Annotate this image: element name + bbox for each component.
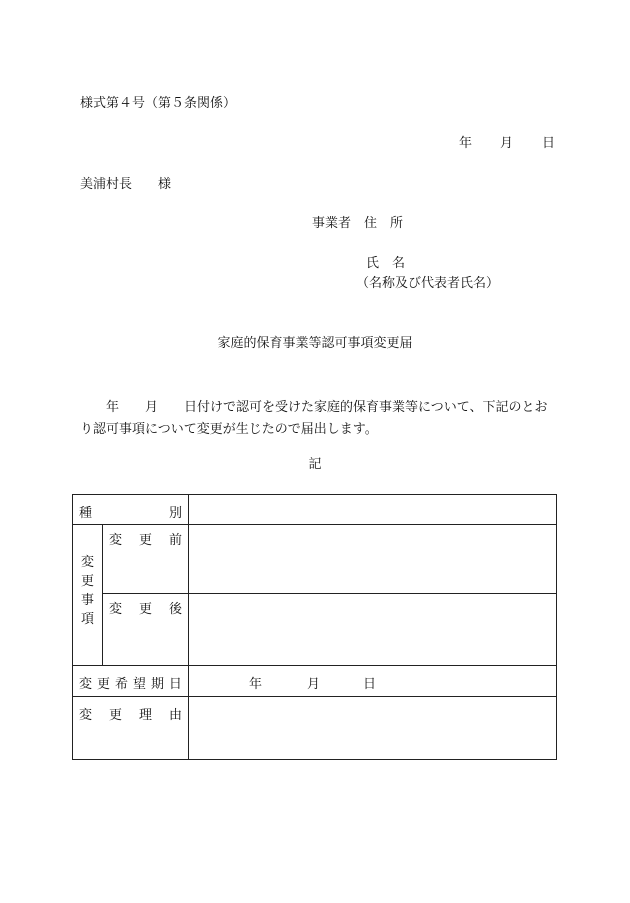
change-items-char: 事: [80, 593, 94, 608]
reason-char: 由: [168, 708, 182, 723]
applicant-name-note: （名称及び代表者氏名）: [356, 276, 500, 291]
row-before: [73, 525, 557, 594]
document-title: 家庭的保育事業等認可事項変更届: [217, 336, 413, 351]
reason-char: 理: [138, 708, 152, 723]
before-label: [109, 529, 182, 548]
after-label: [109, 598, 182, 617]
row-kind: [73, 495, 557, 525]
kind-label-2: 別: [168, 506, 182, 521]
desired-date-char: 変: [79, 677, 93, 692]
reason-label-cell: [73, 697, 189, 760]
desired-year: 年: [249, 677, 263, 692]
before-value[interactable]: [189, 525, 557, 594]
before-label-cell: [103, 525, 189, 594]
before-char: 更: [138, 533, 152, 548]
applicant-name-label: 氏 名: [366, 256, 406, 271]
desired-day: 日: [363, 677, 377, 692]
after-char: 更: [138, 602, 152, 617]
reason-char: 変: [79, 708, 93, 723]
change-items-char: 更: [80, 574, 94, 589]
desired-date-char: 望: [132, 677, 146, 692]
row-desired-date: [73, 666, 557, 697]
change-items-label: [81, 553, 95, 629]
row-after: [73, 594, 557, 666]
date-day: 日: [542, 136, 556, 151]
applicant-address-label: 事業者 住 所: [312, 216, 404, 231]
change-items-char: 項: [80, 612, 94, 627]
after-char: 後: [168, 602, 182, 617]
after-char: 変: [109, 602, 123, 617]
ki-heading: 記: [308, 457, 322, 472]
after-label-cell: [103, 594, 189, 666]
submission-date: [459, 136, 555, 152]
date-year: 年: [459, 136, 473, 151]
change-form-table: [72, 494, 557, 760]
desired-date-label-cell: [73, 666, 189, 697]
desired-date-char: 期: [150, 677, 164, 692]
kind-label-cell: [73, 495, 189, 525]
change-items-label-cell: [73, 525, 103, 666]
kind-value[interactable]: [189, 495, 557, 525]
addressee: 美浦村長 様: [80, 177, 172, 192]
desired-date-char: 希: [114, 677, 128, 692]
row-reason: [73, 697, 557, 760]
reason-label: [79, 704, 182, 723]
desired-date-char: 更: [96, 677, 110, 692]
desired-date-value[interactable]: [189, 666, 557, 697]
reason-char: 更: [108, 708, 122, 723]
desired-date-char: 日: [168, 677, 182, 692]
date-month: 月: [500, 136, 514, 151]
kind-label-1: 種: [79, 506, 93, 521]
desired-month: 月: [307, 677, 321, 692]
form-number: 様式第４号（第５条関係）: [80, 96, 237, 111]
before-char: 前: [168, 533, 182, 548]
after-value[interactable]: [189, 594, 557, 666]
before-char: 変: [109, 533, 123, 548]
change-items-char: 変: [80, 555, 94, 570]
desired-date-label: [79, 673, 182, 692]
reason-value[interactable]: [189, 697, 557, 760]
body-paragraph: 年 月 日付けで認可を受けた家庭的保育事業等について、下記のとおり認可事項について変更が生じたので届出します。: [80, 400, 548, 437]
